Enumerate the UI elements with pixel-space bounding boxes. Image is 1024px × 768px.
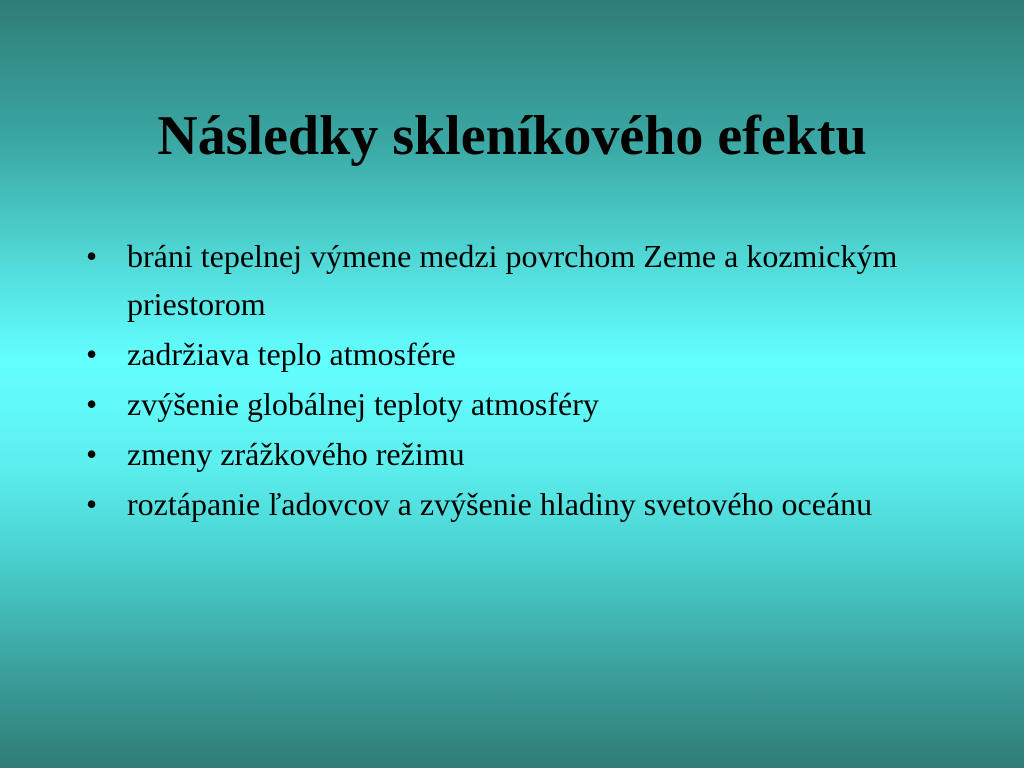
bullet-text: zvýšenie globálnej teploty atmosféry	[127, 386, 599, 422]
bullet-list	[86, 232, 966, 530]
bullet-item	[86, 380, 966, 428]
bullet-icon: •	[86, 386, 98, 422]
bullet-icon: •	[86, 336, 98, 372]
bullet-text: zmeny zrážkového režimu	[127, 436, 465, 472]
slide-title: Následky skleníkového efektu	[157, 105, 867, 167]
bullet-icon: •	[86, 486, 98, 522]
bullet-text: bráni tepelnej výmene medzi povrchom Zeme a kozmickým priestorom	[127, 238, 898, 322]
bullet-text: zadržiava teplo atmosfére	[127, 336, 456, 372]
bullet-item	[86, 430, 966, 478]
bullet-text: roztápanie ľadovcov a zvýšenie hladiny svetového oceánu	[127, 486, 873, 522]
bullet-item	[86, 330, 966, 378]
bullet-item	[86, 480, 966, 528]
bullet-icon: •	[86, 238, 98, 274]
bullet-icon: •	[86, 436, 98, 472]
bullet-item	[86, 232, 966, 328]
